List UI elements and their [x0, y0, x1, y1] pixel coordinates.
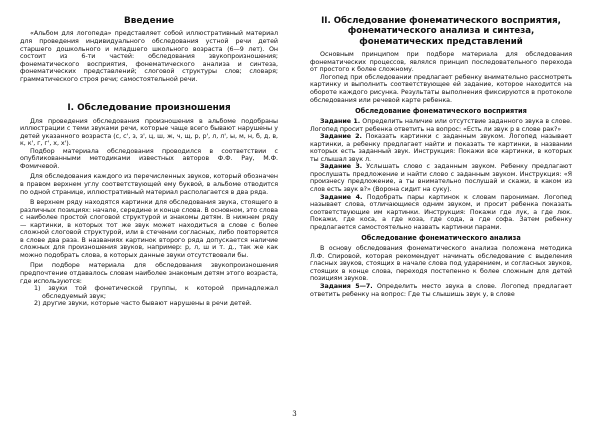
task-4-label: Задание 4.: [320, 193, 363, 201]
task-1: [310, 118, 572, 133]
intro-paragraph: «Альбом для логопеда» представляет собой иллюстративный материал для проведения индивидуального обследования устной речи детей старшего дошкольного и младшего школьного возраста (6—9 лет). Он состоит из 6-ти частей: обследования звукопроизношения; фонематического восприятия, фонематического анализа и синтеза, фонематических представлений; слоговой структуры слов; словаря; грамматического строя речи; самостоятельной речи.: [20, 30, 278, 83]
s1-paragraph-3: В верхнем ряду находятся картинки для обследования звука, стоящего в различных позициях: начале, середине и конце слова. В основном, это слова с наиболее простой слоговой структурой и знакомы детям. В нижнем ряду — картинки, в которых тот же звук может находиться в слове с более сложной слоговой структурой, или в стечении согласных, либо повторяется в слове два раза. В названиях картинок второго ряда допускается наличие сложных для произношения звуков, например: р, л, ш и т. д., так же как можно подобрать слова, в которых данные звуки отсутствовали бы.: [20, 199, 278, 259]
task-5-7-label: Задания 5—7.: [320, 282, 373, 290]
s2-paragraph-1: Основным принципом при подборе материала для обследования фонематических процессов, являлся принцип последовательного перехода от простого к более сложному.: [310, 51, 572, 74]
intro-spacer: [20, 83, 278, 101]
s1-paragraph-2: Для обследования каждого из перечисленных звуков, который обозначен в правом верхнем углу соответствующей ему буквой, в альбоме отводится по одной странице, иллюстративный материал располагается в два ряда.: [20, 173, 278, 196]
list-item: 1) звуки той фонетической группы, к которой принадлежал обследуемый звук;: [34, 285, 278, 300]
s1-paragraph-1b: Подбор материала обследования проводился в соответствии с опубликованными методиками известных авторов Ф.Ф. Рау, М.Ф. Фомичевой.: [20, 147, 278, 170]
task-2-text: Показать картинки с заданным звуком. Логопед называет картинки, а ребенку предлагает найти и показать те картинки, в названии которых есть заданный звук. Инструкция: Покажи все картинки, в которых ты слышал звук л.: [310, 133, 572, 163]
task-1-text: Определить наличие или отсутствие заданного звука в слове. Логопед просит ребенка ответить на вопрос: «Есть ли звук р в слове рак?»: [310, 118, 573, 133]
s1-paragraph-1: Для проведения обследования произношения в альбоме подобраны иллюстрации с теми звуками речи, которые чаще всего бывают нарушены у детей указанного возраста (с, с', з, з', ц, ш, ж, ч, щ, р, р', л, л', ы, м, н, б, д, в, к, к', г, г', х, х').: [20, 117, 278, 148]
task-3-label: Задание 3.: [320, 163, 363, 171]
right-column: [310, 14, 572, 298]
task-4-text: Подобрать пары картинок к словам паронимам. Логопед называет слова, отличающиеся одним звуком, и просит ребенка показать соответствующие им картинки. Инструкция: Покажи где лук, а где люк. Покажи, где коса, а где коза, где сода, а где софа. Затем ребенку предлагается самостоятельно назвать картинки парами.: [310, 193, 572, 231]
s1-paragraph-4: При подборе материала для обследования звукопроизношения предпочтение отдавалось словам наиболее знакомым детям этого возраста, где используются:: [20, 262, 278, 285]
task-4: [310, 194, 572, 232]
task-3-text: Услышать слово с заданным звуком. Ребенку предлагают прослушать предложение и найти слово с заданным звуком. Инструкция: «Я произнесу предложение, а ты внимательно послушай и скажи, в каком из слов есть звук в?» (Ворона сидит на суку).: [310, 163, 572, 193]
s2-paragraph-3: В основу обследования фонематического анализа положена методика Л.Ф. Спировой, которая рекомендует начинать обследование с выделения гласных звуков, стоящих в начале слова под ударением, и согласных звуков, стоящих в конце слова, переходя постепенно к более сложным для детей позициям звуков.: [310, 245, 572, 283]
task-5-7: [310, 283, 572, 298]
task-5-7-text: Определить место звука в слове. Логопед предлагает ответить ребенку на вопрос: Где ты слышишь звук у, в слове: [310, 282, 572, 298]
subheading-analysis: Обследование фонематического анализа: [361, 234, 521, 243]
page-number: 3: [292, 410, 297, 418]
task-3: [310, 163, 572, 193]
subheading-perception: Обследование фонематического восприятия: [355, 107, 527, 116]
section2-title: II. Обследование фонематического восприятия, фонематического анализа и синтеза, фонематических представлений: [321, 16, 561, 47]
s2-paragraph-2: Логопед при обследовании предлагает ребенку внимательно рассмотреть картинку и выполнить соответствующее ей задание, которое находится на обороте каждого рисунка. Результаты выполнения фиксируются в протоколе обследования или речевой карте ребенка.: [310, 73, 572, 104]
intro-title: Введение: [124, 16, 174, 26]
s1-list: [20, 285, 278, 308]
section1-title: I. Обследование произношения: [67, 103, 231, 114]
task-2: [310, 133, 572, 163]
task-2-label: Задание 2.: [320, 133, 362, 141]
task-1-label: Задание 1.: [320, 118, 361, 126]
list-item: 2) другие звуки, которые часто бывают нарушены в речи детей.: [34, 300, 252, 308]
left-column: [20, 14, 278, 308]
